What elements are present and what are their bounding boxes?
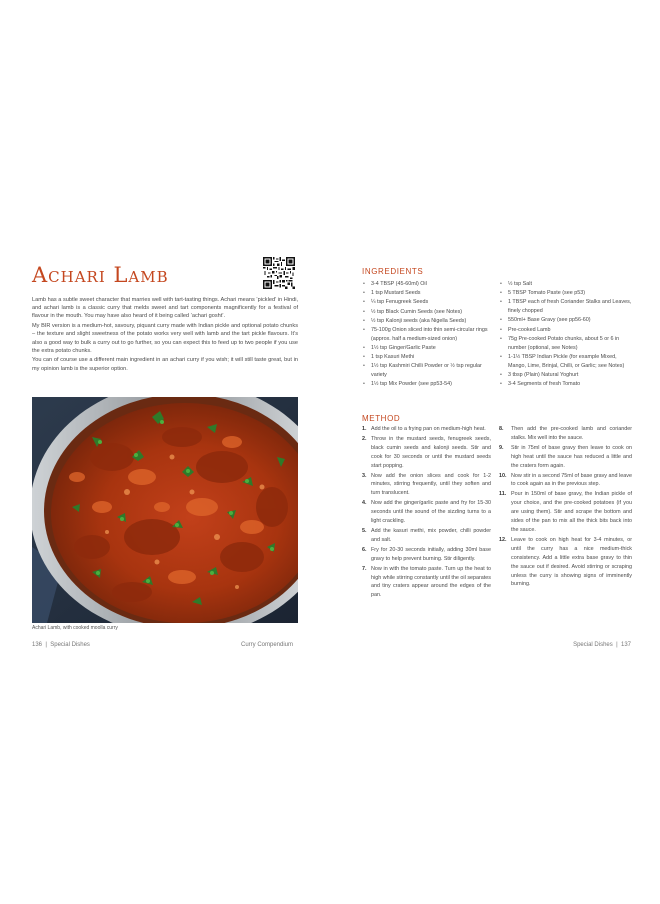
ingredient-item: • 3-4 TBSP (45-60ml) Oil bbox=[362, 280, 491, 289]
book-spread bbox=[29, 253, 633, 651]
step-number: 3. bbox=[362, 472, 367, 479]
ingredient-item: • ½ tsp Kalonji seeds (aka Nigella Seeds) bbox=[362, 317, 491, 326]
step-text: Throw in the mustard seeds, fenugreek seeds, black cumin seeds and kalonji seeds. Stir and cook for 30 seconds or until the mustard seeds start popping. bbox=[371, 435, 491, 469]
method-step bbox=[362, 565, 491, 601]
ingredients-heading: INGREDIENTS bbox=[362, 267, 424, 276]
page-number: 137 bbox=[620, 642, 631, 648]
section-name: Special Dishes bbox=[50, 642, 90, 648]
ingredient-item: • 1½ tsp Ginger/Garlic Paste bbox=[362, 344, 491, 353]
step-number: 11. bbox=[499, 491, 507, 498]
left-page bbox=[29, 253, 299, 651]
step-text: Stir in 75ml of base gravy then leave to cook on high heat until the sauce has reduced a little and the craters form again. bbox=[511, 444, 632, 469]
method-step bbox=[362, 472, 491, 499]
page-number: 136 bbox=[32, 642, 43, 648]
step-number: 1. bbox=[362, 426, 367, 432]
method-step bbox=[362, 425, 491, 434]
ingredient-item: • 75g Pre-cooked Potato chunks, about 5 or 6 in number (optional, see Notes) bbox=[499, 335, 632, 353]
method-step bbox=[362, 527, 491, 545]
step-number: 5. bbox=[362, 527, 367, 534]
method-step bbox=[499, 536, 632, 589]
ingredient-item: • 1-1½ TBSP Indian Pickle (for example Mixed, Mango, Lime, Brinjal, Chilli, or Garlic; see Notes) bbox=[499, 353, 632, 371]
step-number: 9. bbox=[499, 444, 504, 451]
method-step bbox=[499, 444, 632, 471]
step-number: 8. bbox=[499, 426, 504, 432]
ingredient-item: • 1½ tsp Mix Powder (see pp53-54) bbox=[362, 380, 491, 389]
step-number: 10. bbox=[499, 472, 507, 479]
step-text: Now add the ginger/garlic paste and fry for 15-30 seconds until the sound of the sizzling turns to a light crackling. bbox=[371, 500, 491, 525]
curry-photo bbox=[32, 397, 298, 623]
step-number: 7. bbox=[362, 565, 367, 572]
step-number: 4. bbox=[362, 500, 367, 507]
ingredient-item: • 1 tsp Kasuri Methi bbox=[362, 353, 491, 362]
ingredient-item: • 5 TBSP Tomato Paste (see p53) bbox=[499, 289, 632, 298]
step-number: 6. bbox=[362, 546, 367, 553]
step-number: 12. bbox=[499, 536, 507, 543]
section-name: Special Dishes bbox=[573, 642, 613, 648]
ingredient-item: • ½ tsp Salt bbox=[499, 280, 632, 289]
method-list-column-2 bbox=[499, 425, 632, 590]
step-text: Then add the pre-cooked lamb and coriander stalks. Mix well into the sauce. bbox=[511, 426, 632, 441]
ingredient-item: • 75-100g Onion sliced into thin semi-circular rings (approx. half a medium-sized onion) bbox=[362, 326, 491, 344]
intro-paragraph: You can of course use a different main ingredient in an achari curry if you wish; it will still taste great, but in my opinion lamb is the superior option. bbox=[32, 357, 298, 372]
method-step bbox=[499, 425, 632, 443]
method-step bbox=[499, 472, 632, 490]
step-text: Now stir in a second 75ml of base gravy and leave to cook again as in the previous step. bbox=[511, 472, 632, 488]
ingredient-item: • 550ml+ Base Gravy (see pp56-60) bbox=[499, 316, 632, 325]
intro-paragraph: My BIR version is a medium-hot, savoury, piquant curry made with Indian pickle and optional potato chunks – the texture and slight sweetness of the potato works very well with lamb and the tart pickle flavours. It’s also a good way to bulk a curry out to go further, so you can expect this to feed up to two people if you use the extra potato chunks. bbox=[32, 323, 298, 354]
ingredients-list-column-1 bbox=[362, 280, 491, 389]
step-text: Pour in 150ml of base gravy, the Indian pickle of your choice, and the pre-cooked potatoes (if you are using them). Stir and scrape the bottom and sides of the pan to mix all the thick bits back into the sauce. bbox=[511, 491, 632, 533]
ingredient-item: • 1 TBSP each of fresh Coriander Stalks and Leaves, finely chopped bbox=[499, 298, 632, 316]
method-step bbox=[362, 546, 491, 564]
ingredient-item: • ½ tsp Black Cumin Seeds (see Notes) bbox=[362, 308, 491, 317]
step-text: Add the oil to a frying pan on medium-high heat. bbox=[371, 426, 486, 432]
step-text: Now in with the tomato paste. Turn up the heat to high while stirring constantly until the oil separates and tiny craters appear around the edges of the pan. bbox=[371, 565, 491, 599]
step-text: Fry for 20-30 seconds initially, adding 30ml base gravy to help prevent burning. Stir diligently. bbox=[371, 546, 491, 562]
ingredients-list-column-2 bbox=[499, 280, 632, 389]
step-number: 2. bbox=[362, 435, 367, 442]
photo-caption: Achari Lamb, with cooked moolla curry bbox=[32, 625, 118, 631]
method-step bbox=[362, 499, 491, 526]
step-text: Add the kasuri methi, mix powder, chilli powder and salt. bbox=[371, 527, 491, 543]
recipe-title: Achari Lamb bbox=[32, 263, 169, 287]
qr-code-icon bbox=[263, 257, 295, 289]
ingredient-item: • 1 tsp Mustard Seeds bbox=[362, 289, 491, 298]
method-list-column-1 bbox=[362, 425, 491, 601]
right-page bbox=[362, 253, 633, 651]
recipe-intro bbox=[32, 296, 298, 374]
left-footer: 136 | Special Dishes bbox=[32, 642, 90, 648]
ingredient-item: • ¼ tsp Fenugreek Seeds bbox=[362, 298, 491, 307]
method-heading: METHOD bbox=[362, 414, 401, 423]
step-text: Leave to cook on high heat for 3-4 minutes, or until the curry has a nice medium-thick consistency. Add a little extra base gravy to thin the sauce out if desired. Avoid stirring or scraping unless the curry is showing signs of imminently burning. bbox=[511, 536, 632, 588]
step-text: Now add the onion slices and cook for 1-2 minutes, stirring frequently, until they soften and turn translucent. bbox=[371, 472, 491, 497]
ingredient-item: • 3 tbsp (Plain) Natural Yoghurt bbox=[499, 371, 632, 380]
right-footer: Special Dishes | 137 bbox=[573, 642, 631, 648]
book-title: Curry Compendium bbox=[241, 642, 294, 648]
ingredient-item: • Pre-cooked Lamb bbox=[499, 326, 632, 335]
ingredient-item: • 1½ tsp Kashmiri Chilli Powder or ½ tsp regular variety bbox=[362, 362, 491, 380]
intro-paragraph: Lamb has a subtle sweet character that marries well with tart-tasting things. Achari means ‘pickled’ in Hindi, and achari lamb is a classic curry that melds sweet and tart components magnificently for a festival of flavour in the mouth. You may have also heard of it being called ‘achari gosht’. bbox=[32, 297, 298, 320]
method-step bbox=[499, 490, 632, 535]
method-step bbox=[362, 435, 491, 471]
ingredient-item: • 3-4 Segments of fresh Tomato bbox=[499, 380, 632, 389]
